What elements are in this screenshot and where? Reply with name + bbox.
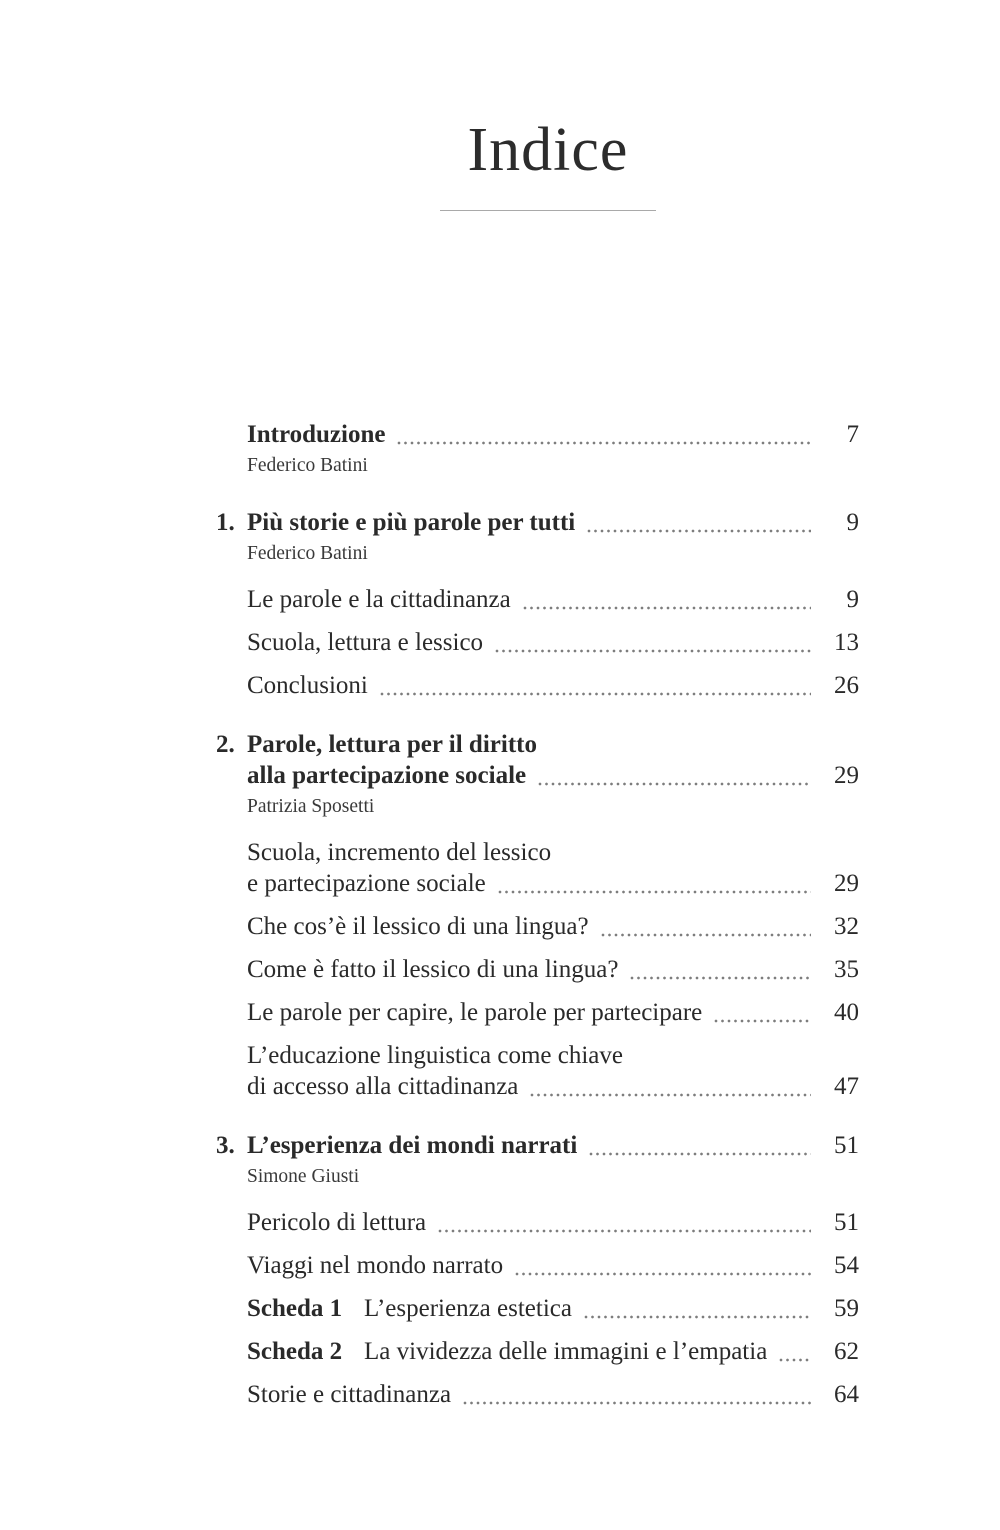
toc-line (247, 670, 859, 701)
chapter-number: 1. (216, 509, 235, 537)
entry-title: Che cos’è il lessico di una lingua? (247, 913, 589, 941)
page-number: 29 (834, 762, 859, 790)
toc-entry (216, 507, 859, 567)
toc-line (247, 1207, 859, 1238)
toc-line (247, 627, 859, 658)
toc-entry (247, 1336, 859, 1367)
toc-line (216, 729, 859, 760)
title-block (242, 0, 854, 211)
dot-leader (530, 1093, 811, 1097)
toc-line (247, 584, 859, 615)
scheda-label: Scheda 2 (247, 1338, 343, 1366)
author-name: Patrizia Sposetti (247, 796, 375, 818)
toc-entry (247, 1040, 859, 1102)
page-title: Indice (467, 116, 629, 184)
toc-entry (247, 1250, 859, 1281)
page-number: 62 (834, 1338, 859, 1366)
entry-title: Scuola, lettura e lessico (247, 629, 484, 657)
dot-leader (630, 976, 811, 980)
toc-entry (247, 1379, 859, 1410)
title-rule (440, 210, 656, 211)
entry-title: Storie e cittadinanza (247, 1381, 452, 1409)
entry-title: Scuola, incremento del lessico (247, 839, 552, 867)
toc-line (247, 837, 859, 868)
toc-entry (247, 1207, 859, 1238)
entry-title: Conclusioni (247, 672, 368, 700)
toc-line (247, 1040, 859, 1071)
toc-line (247, 760, 859, 791)
dot-leader (515, 1272, 811, 1276)
author-name: Simone Giusti (247, 1166, 360, 1188)
page-number: 9 (846, 586, 859, 614)
dot-leader (380, 692, 811, 696)
toc-line (247, 954, 859, 985)
toc-entry (247, 1293, 859, 1324)
toc-line (247, 1071, 859, 1102)
dot-leader (589, 1152, 811, 1156)
entry-title: La vividezza delle immagini e l’empatia (364, 1338, 768, 1366)
page-number: 47 (834, 1073, 859, 1101)
chapter-number: 3. (216, 1132, 235, 1160)
toc-line (247, 1336, 859, 1367)
entry-title: L’esperienza dei mondi narrati (247, 1132, 578, 1160)
toc-line (216, 1130, 859, 1161)
entry-title: Come è fatto il lessico di una lingua? (247, 956, 619, 984)
toc-entry (247, 627, 859, 658)
chapter-number: 2. (216, 731, 235, 759)
dot-leader (538, 782, 811, 786)
dot-leader (779, 1358, 811, 1362)
dot-leader (714, 1019, 811, 1023)
author-name: Federico Batini (247, 543, 368, 565)
page-number: 9 (846, 509, 859, 537)
page-number: 35 (834, 956, 859, 984)
entry-title: Parole, lettura per il diritto (247, 731, 537, 759)
entry-title-line2: alla partecipazione sociale (247, 762, 527, 790)
dot-leader (587, 529, 811, 533)
page-number: 26 (834, 672, 859, 700)
entry-title: Introduzione (247, 421, 386, 449)
page-number: 7 (846, 421, 859, 449)
toc-line (247, 868, 859, 899)
page-number: 40 (834, 999, 859, 1027)
toc-entry (216, 729, 859, 820)
entry-title: Le parole e la cittadinanza (247, 586, 511, 614)
toc-entry (247, 584, 859, 615)
page-number: 59 (834, 1295, 859, 1323)
toc-line (247, 419, 859, 450)
dot-leader (438, 1229, 811, 1233)
page-number: 54 (834, 1252, 859, 1280)
toc-entry (247, 997, 859, 1028)
toc-entry (247, 670, 859, 701)
page-number: 51 (834, 1209, 859, 1237)
author-name: Federico Batini (247, 455, 368, 477)
toc-entry (247, 419, 859, 479)
entry-title-line2: e partecipazione sociale (247, 870, 486, 898)
toc-entry (216, 1130, 859, 1190)
toc-line (247, 1250, 859, 1281)
dot-leader (463, 1401, 811, 1405)
dot-leader (584, 1315, 811, 1319)
toc-line (216, 507, 859, 538)
toc-entry (247, 954, 859, 985)
entry-title: Viaggi nel mondo narrato (247, 1252, 504, 1280)
toc-line (247, 1293, 859, 1324)
toc-line (247, 997, 859, 1028)
dot-leader (601, 933, 811, 937)
toc-entry (247, 911, 859, 942)
toc-entry (247, 837, 859, 899)
entry-title: Più storie e più parole per tutti (247, 509, 576, 537)
table-of-contents (216, 419, 859, 1410)
scheda-label: Scheda 1 (247, 1295, 343, 1323)
dot-leader (397, 441, 811, 445)
dot-leader (498, 890, 811, 894)
page-number: 29 (834, 870, 859, 898)
page-number: 51 (834, 1132, 859, 1160)
toc-line (247, 1379, 859, 1410)
dot-leader (495, 649, 811, 653)
entry-title-line2: di accesso alla cittadinanza (247, 1073, 519, 1101)
entry-title: L’esperienza estetica (364, 1295, 572, 1323)
page-number: 32 (834, 913, 859, 941)
toc-line (247, 911, 859, 942)
entry-title: Pericolo di lettura (247, 1209, 427, 1237)
entry-title: L’educazione linguistica come chiave (247, 1042, 624, 1070)
page-number: 13 (834, 629, 859, 657)
page-number: 64 (834, 1381, 859, 1409)
dot-leader (523, 606, 811, 610)
entry-title: Le parole per capire, le parole per partecipare (247, 999, 703, 1027)
